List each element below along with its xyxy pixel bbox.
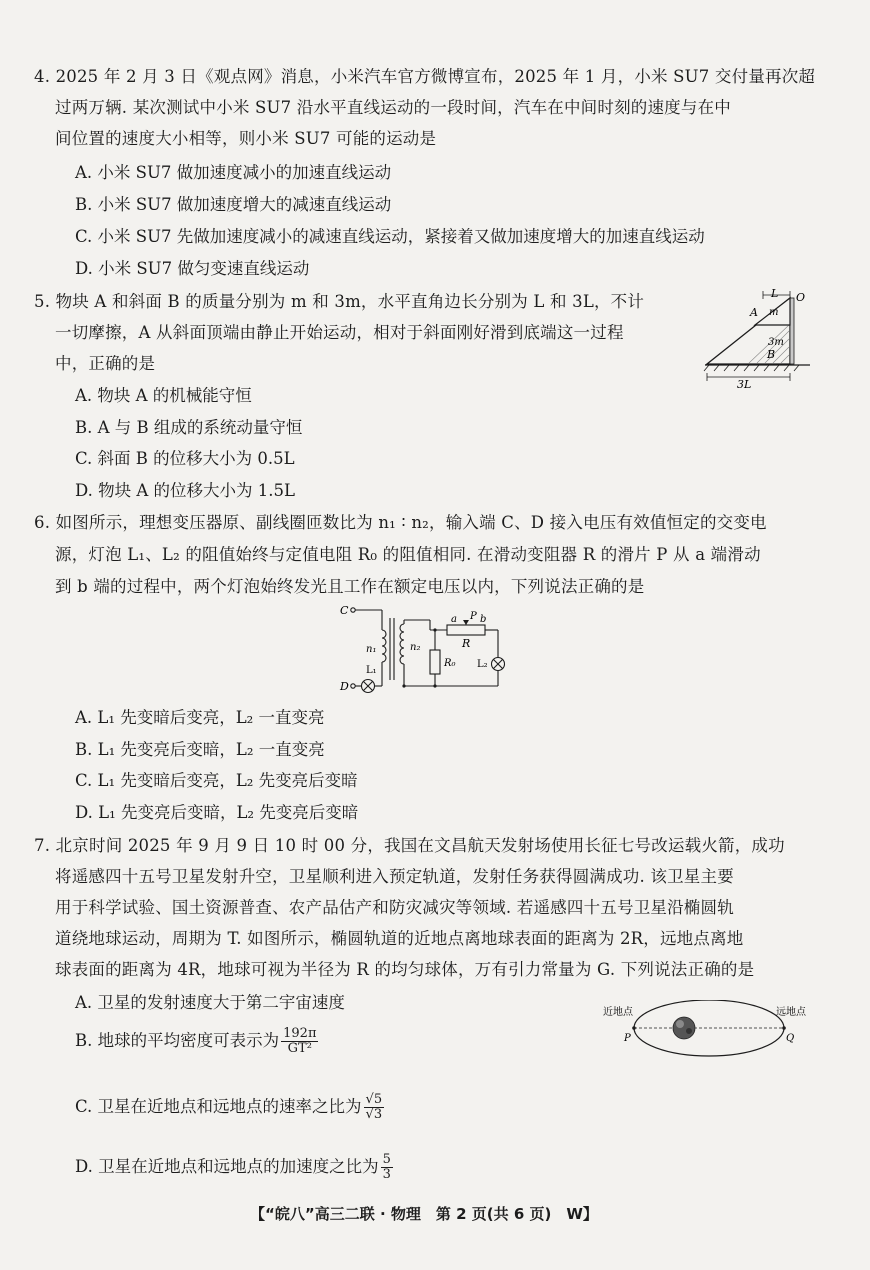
q7-option-d-numerator: 5 [382, 1152, 391, 1167]
q5-fig-label-3L: 3L [737, 378, 752, 390]
q7-option-b [75, 1027, 318, 1056]
q7-option-d-fraction [381, 1153, 393, 1182]
q5-option-c: C. 斜面 B 的位移大小为 0.5L [75, 449, 295, 468]
q7-option-c-text: C. 卫星在近地点和远地点的速率之比为 [75, 1097, 362, 1116]
q7-option-b-numerator: 192π [283, 1026, 317, 1041]
q5-option-a: A. 物块 A 的机械能守恒 [75, 386, 252, 405]
q5-fig-label-3m: 3m [768, 337, 784, 348]
q5-fig-label-A: A [750, 306, 758, 319]
q7-option-c-denominator: √3 [365, 1107, 383, 1122]
q6-line2: 源，灯泡 L₁、L₂ 的阻值始终与定值电阻 R₀ 的阻值相同. 在滑动变阻器 R 的滑片 P 从 a 端滑动 [55, 545, 761, 564]
q6-line1: 6. 如图所示，理想变压器原、副线圈匝数比为 n₁ ∶ n₂，输入端 C、D 接入电压有效值恒定的交变电 [34, 513, 767, 532]
q5-fig-label-B: B [767, 348, 776, 361]
q7-option-b-text: B. 地球的平均密度可表示为 [75, 1031, 280, 1050]
q5-incline-figure [695, 285, 820, 390]
q7-option-a: A. 卫星的发射速度大于第二宇宙速度 [75, 993, 345, 1012]
q7-option-b-fraction [281, 1027, 318, 1056]
q6-fig-label-b: b [480, 614, 487, 625]
q6-line3: 到 b 端的过程中，两个灯泡始终发光且工作在额定电压以内，下列说法正确的是 [55, 577, 645, 596]
q7-line4: 道绕地球运动，周期为 T. 如图所示，椭圆轨道的近地点离地球表面的距离为 2R，远地点离地 [55, 929, 744, 948]
q6-fig-label-R0: R₀ [444, 658, 456, 669]
q7-option-c-numerator: √5 [365, 1092, 383, 1107]
q4-option-c: C. 小米 SU7 先做加速度减小的减速直线运动，紧接着又做加速度增大的加速直线运动 [75, 227, 705, 246]
q6-fig-label-L2: L₂ [477, 659, 488, 670]
q7-line1: 7. 北京时间 2025 年 9 月 9 日 10 时 00 分，我国在文昌航天发射场使用长征七号改运载火箭，成功 [34, 836, 785, 855]
q7-line2: 将遥感四十五号卫星发射升空，卫星顺利进入预定轨道，发射任务获得圆满成功. 该卫星主要 [55, 867, 734, 886]
q6-circuit-figure [330, 600, 530, 700]
q5-fig-label-L: L [771, 287, 779, 300]
q7-fig-label-near: 近地点 [603, 1007, 633, 1018]
q7-option-d [75, 1153, 393, 1182]
q6-option-d: D. L₁ 先变亮后变暗，L₂ 先变亮后变暗 [75, 803, 359, 822]
q6-option-b: B. L₁ 先变亮后变暗，L₂ 一直变亮 [75, 740, 325, 759]
earth-icon [673, 1017, 695, 1039]
q7-orbit-figure [598, 1000, 820, 1085]
q4-line2: 过两万辆. 某次测试中小米 SU7 沿水平直线运动的一段时间，汽车在中间时刻的速度与在中 [55, 98, 731, 117]
q6-fig-label-n2: n₂ [410, 642, 421, 653]
q7-option-b-denominator: GT² [287, 1041, 312, 1056]
q5-line3: 中，正确的是 [55, 354, 156, 373]
q5-line2: 一切摩擦，A 从斜面顶端由静止开始运动，相对于斜面刚好滑到底端这一过程 [55, 323, 624, 342]
q4-option-b: B. 小米 SU7 做加速度增大的减速直线运动 [75, 195, 392, 214]
q6-fig-label-L1: L₁ [366, 665, 377, 676]
q6-fig-label-D: D [340, 680, 349, 693]
q7-line5: 球表面的距离为 4R，地球可视为半径为 R 的均匀球体，万有引力常量为 G. 下列说法正确的是 [55, 960, 755, 979]
q5-fig-label-m: m [769, 307, 779, 318]
q7-option-c [75, 1093, 384, 1122]
page-footer: 【“皖八”高三二联 · 物理 第 2 页(共 6 页) W】 [250, 1205, 598, 1223]
q7-option-c-fraction [364, 1093, 385, 1122]
q7-fig-label-far: 远地点 [776, 1007, 806, 1018]
q7-fig-label-Q: Q [786, 1033, 795, 1044]
q4-line1: 4. 2025 年 2 月 3 日《观点网》消息，小米汽车官方微博宣布，2025 年 1 月，小米 SU7 交付量再次超 [34, 67, 816, 86]
q6-fig-label-a: a [451, 614, 457, 625]
q4-option-d: D. 小米 SU7 做匀变速直线运动 [75, 259, 310, 278]
q4-option-a: A. 小米 SU7 做加速度减小的加速直线运动 [75, 163, 392, 182]
q5-line1: 5. 物块 A 和斜面 B 的质量分别为 m 和 3m，水平直角边长分别为 L 和 3L，不计 [34, 292, 645, 311]
q4-line3: 间位置的速度大小相等，则小米 SU7 可能的运动是 [55, 129, 437, 148]
q6-option-a: A. L₁ 先变暗后变亮，L₂ 一直变亮 [75, 708, 325, 727]
q7-fig-label-P: P [624, 1033, 631, 1044]
q7-option-d-text: D. 卫星在近地点和远地点的加速度之比为 [75, 1157, 379, 1176]
q7-option-d-denominator: 3 [382, 1167, 391, 1182]
q7-line3: 用于科学试验、国土资源普查、农产品估产和防灾减灾等领域. 若遥感四十五号卫星沿椭圆轨 [55, 898, 734, 917]
q6-fig-label-C: C [340, 604, 349, 617]
q6-fig-label-R: R [462, 637, 471, 650]
q5-option-d: D. 物块 A 的位移大小为 1.5L [75, 481, 295, 500]
q6-option-c: C. L₁ 先变暗后变亮，L₂ 先变亮后变暗 [75, 771, 358, 790]
q6-fig-label-n1: n₁ [366, 644, 377, 655]
q5-fig-label-O: O [796, 291, 806, 304]
q6-fig-label-P: P [470, 611, 477, 622]
q5-option-b: B. A 与 B 组成的系统动量守恒 [75, 418, 303, 437]
